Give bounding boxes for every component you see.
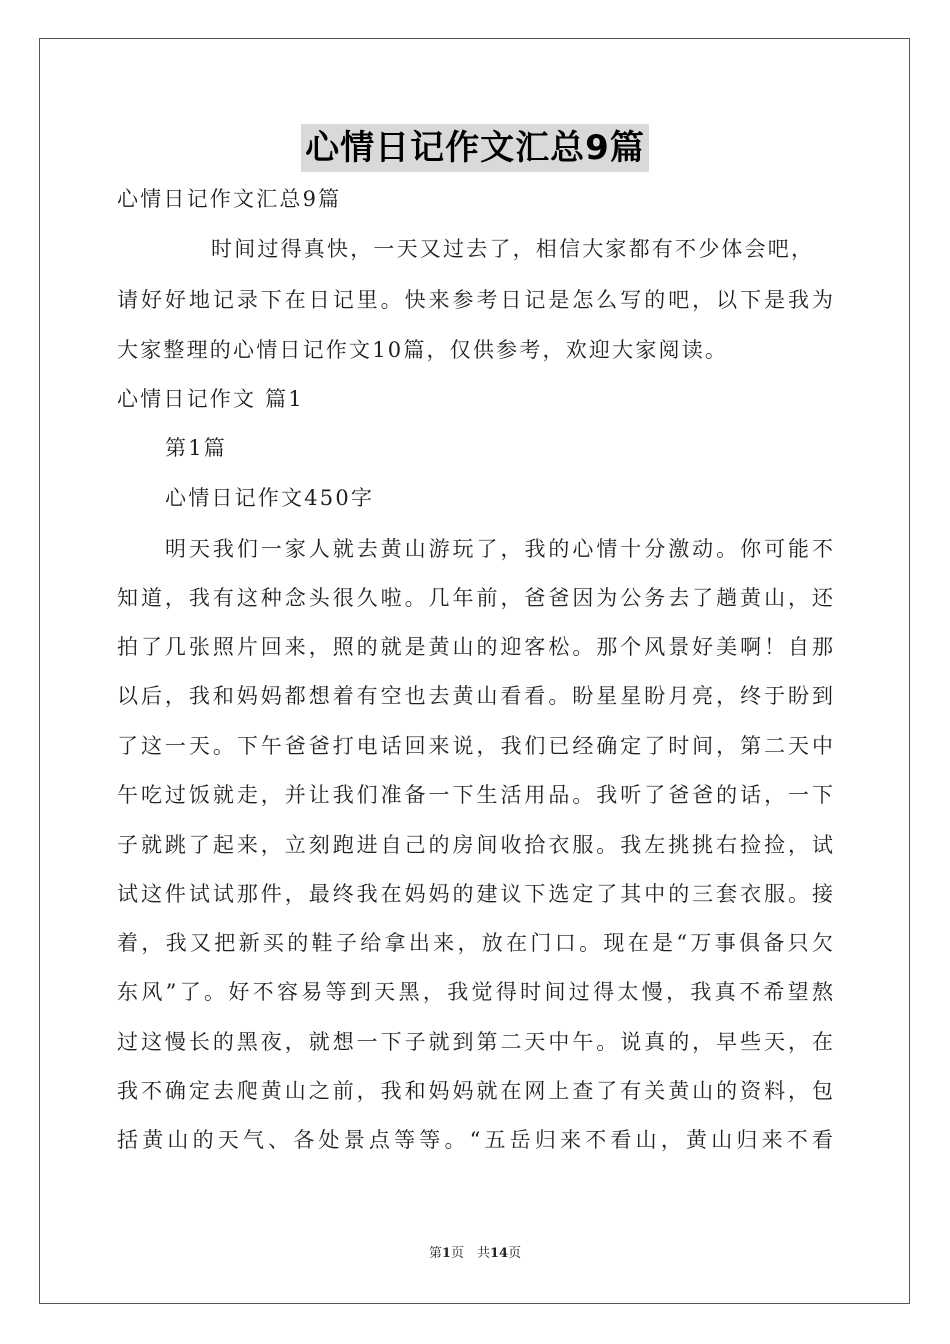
footer-page-total: 14 <box>489 1246 509 1261</box>
page-footer <box>0 1245 950 1263</box>
body-line: 试这件试试那件，最终我在妈妈的建议下选定了其中的三套衣服。接 <box>117 882 833 906</box>
title-container <box>0 124 950 172</box>
body-line: 我不确定去爬黄山之前，我和妈妈就在网上查了有关黄山的资料，包 <box>117 1079 833 1103</box>
body-line: 以后，我和妈妈都想着有空也去黄山看看。盼星星盼月亮，终于盼到 <box>117 684 833 708</box>
body-line: 括黄山的天气、各处景点等等。“五岳归来不看山，黄山归来不看 <box>117 1128 833 1152</box>
body-line: 子就跳了起来，立刻跑进自己的房间收拾衣服。我左挑挑右捡捡，试 <box>117 833 833 857</box>
body-line: 知道，我有这种念头很久啦。几年前，爸爸因为公务去了趟黄山，还 <box>117 586 833 610</box>
body-line: 午吃过饭就走，并让我们准备一下生活用品。我听了爸爸的话，一下 <box>117 783 833 807</box>
intro-line-2: 请好好地记录下在日记里。快来参考日记是怎么写的吧，以下是我为 <box>117 288 833 312</box>
footer-page-mid: 页 共 <box>450 1246 490 1261</box>
body-line: 拍了几张照片回来，照的就是黄山的迎客松。那个风景好美啊！自那 <box>117 635 833 659</box>
essay-title: 心情日记作文450字 <box>165 486 375 510</box>
body-line: 了这一天。下午爸爸打电话回来说，我们已经确定了时间，第二天中 <box>117 734 833 758</box>
intro-line-1: 时间过得真快，一天又过去了，相信大家都有不少体会吧， <box>211 237 815 261</box>
chapter-label: 第1篇 <box>165 436 227 460</box>
document-subtitle: 心情日记作文汇总9篇 <box>117 187 342 211</box>
intro-line-3: 大家整理的心情日记作文10篇，仅供参考，欢迎大家阅读。 <box>117 338 729 362</box>
body-line: 过这慢长的黑夜，就想一下子就到第二天中午。说真的，早些天，在 <box>117 1030 833 1054</box>
footer-page-prefix: 第 <box>428 1246 442 1261</box>
body-line: 着，我又把新买的鞋子给拿出来，放在门口。现在是“万事俱备只欠 <box>117 931 833 955</box>
footer-page-current: 1 <box>441 1246 451 1261</box>
document-title: 心情日记作文汇总9篇 <box>301 124 649 172</box>
section-heading: 心情日记作文 篇1 <box>117 387 304 411</box>
footer-page-suffix: 页 <box>508 1246 522 1261</box>
body-line: 明天我们一家人就去黄山游玩了，我的心情十分激动。你可能不 <box>165 537 833 561</box>
body-line: 东风”了。好不容易等到天黑，我觉得时间过得太慢，我真不希望熬 <box>117 980 833 1004</box>
page-border <box>39 38 910 1304</box>
